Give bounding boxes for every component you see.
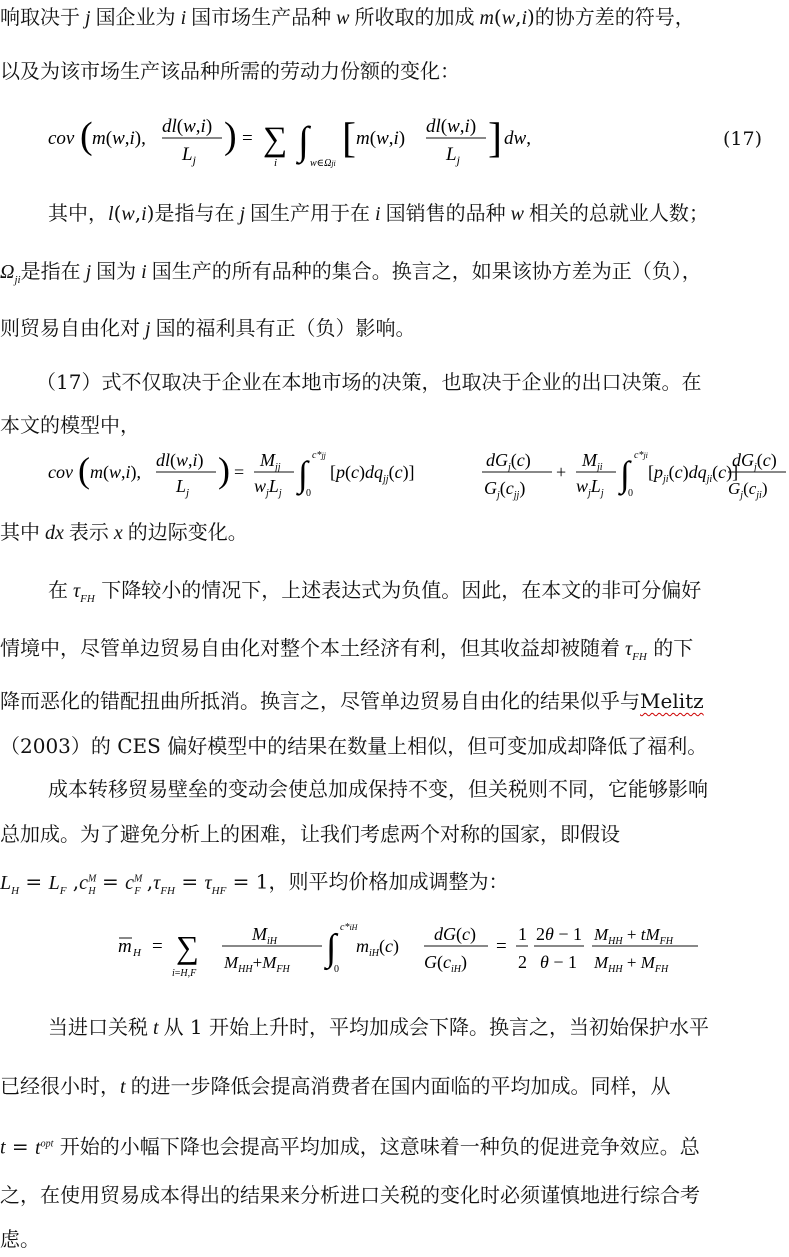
svg-text:=: = <box>242 128 253 149</box>
para1-line1: 响取决于 j 国企业为 i 国市场生产品种 w 所收取的加成 m(w,i)的协方差的符号， <box>0 5 695 29</box>
svg-text:i: i <box>274 157 278 169</box>
svg-text:Mjj: $M_{jj}$ <box>260 450 281 473</box>
svg-text:(: ( <box>78 450 90 490</box>
para7-line1: 当进口关税 t 从 1 开始上升时，平均加成会下降。换言之，当初始保护水平 <box>48 1015 710 1039</box>
svg-text:[pji(c)dqji(c)]: $[p_{ji}(c)dq_{ji}(c)]$ <box>648 462 739 485</box>
svg-text:∫: ∫ <box>298 118 309 163</box>
svg-text:Lj: $L_j$ <box>176 476 190 499</box>
svg-text:dGj(c): $dG_j(c)$ <box>732 450 777 473</box>
equation-average-markup-render <box>118 918 718 982</box>
svg-text:dG(c): dG(c) <box>434 924 476 944</box>
svg-text:cov: cov <box>48 128 75 149</box>
svg-text:Gj(cji): $G_j(c_{ji})$ <box>728 479 768 501</box>
equation-number-17: (17) <box>723 128 763 150</box>
para5-line1: 在 $\tau_{FH}$ 下降较小的情况下，上述表达式为负值。因此，在本文的非可分偏好 <box>48 578 702 605</box>
svg-text:∫: ∫ <box>326 927 337 969</box>
svg-text:∫: ∫ <box>298 454 308 494</box>
para1-line2: 以及为该市场生产该品种所需的劳动力份额的变化： <box>0 59 460 83</box>
svg-text:MiH: $M_{iH}$ <box>252 924 277 947</box>
svg-text:0: 0 <box>306 488 311 499</box>
para6-line3: $L_H = L_F$ $,c^M_H = c^M_F$ $,\tau_{FH} = \tau_{HF} = 1$，则平均价格加成调整为： <box>0 869 509 897</box>
para5-line2: 情境中，尽管单边贸易自由化对整个本土经济有利，但其收益却被随着 $\tau_{FH}$ 的下 <box>0 636 694 663</box>
para5-line4: （2003）的 CES 偏好模型中的结果在数量上相似，但可变加成却降低了福利。 <box>0 734 708 758</box>
svg-text:∑: ∑ <box>176 929 199 965</box>
svg-text:MHH + MFH: $M_{HH} + M_{FH}$ <box>594 953 669 975</box>
svg-text:c*ji: c*ji <box>634 450 648 461</box>
svg-text:): ) <box>224 115 237 157</box>
citation-melitz: Melitz <box>640 689 704 713</box>
svg-text:[: [ <box>342 116 356 162</box>
svg-text:miH(c): $m_{iH}(c)$ <box>356 936 399 959</box>
para4-line1: 其中 dx 表示 x 的边际变化。 <box>0 520 248 544</box>
para6-line1: 成本转移贸易壁垒的变动会使总加成保持不变，但关税则不同，它能够影响 <box>48 777 708 801</box>
svg-text:dl(w,i): dl(w,i) <box>162 116 213 137</box>
svg-text:θ − 1: θ − 1 <box>540 952 577 972</box>
svg-text:dw,: dw, <box>504 128 531 149</box>
svg-text:0: 0 <box>628 488 633 499</box>
svg-text:wjLj: $w_jL_j$ <box>576 476 604 499</box>
svg-text:m(w,i),: m(w,i), <box>90 462 142 482</box>
svg-text:Lj: $L_j$ <box>446 144 460 167</box>
svg-text:0: 0 <box>334 964 339 975</box>
svg-text:): ) <box>218 450 230 490</box>
para3-line1: （17）式不仅取决于企业在本地市场的决策，也取决于企业的出口决策。在 <box>36 370 702 394</box>
svg-text:=: = <box>496 936 507 957</box>
equation-17-render <box>48 110 608 170</box>
svg-text:m(w,i): m(w,i) <box>356 128 406 149</box>
svg-text:dGj(c): $dG_j(c)$ <box>486 450 531 473</box>
para7-line3: $t = t^{opt}$ 开始的小幅下降也会提高平均加成，这意味着一种负的促进竞争效应。总 <box>0 1134 700 1159</box>
svg-text:G(ciH): $G(c_{iH})$ <box>424 952 467 975</box>
para3-line2: 本文的模型中， <box>0 413 140 437</box>
para2-line3: 则贸易自由化对 j 国的福利具有正（负）影响。 <box>0 316 416 340</box>
para6-line2: 总加成。为了避免分析上的困难，让我们考虑两个对称的国家，即假设 <box>0 822 620 846</box>
svg-text:∑: ∑ <box>263 121 288 158</box>
svg-text:+: + <box>556 462 567 482</box>
svg-text:dl(w,i): dl(w,i) <box>426 116 477 137</box>
equation-covariance-expansion <box>48 446 788 511</box>
para5-line3: 降而恶化的错配扭曲所抵消。换言之，尽管单边贸易自由化的结果似乎与Melitz <box>0 689 704 713</box>
svg-text:c*iH: c*iH <box>340 922 358 933</box>
svg-text:2θ − 1: 2θ − 1 <box>536 924 582 944</box>
svg-text:=: = <box>152 936 163 957</box>
svg-text:(: ( <box>80 115 93 157</box>
para2-line2: $\Omega_{ji}$是指在 j 国为 i 国生产的所有品种的集合。换言之，如果该协方差为正（负）， <box>0 259 702 286</box>
svg-text:Lj: $L_j$ <box>182 144 196 167</box>
svg-text:]: ] <box>488 116 502 162</box>
svg-text:1: 1 <box>518 924 527 944</box>
svg-text:w∈Ωji: w∈Ωji <box>310 158 336 169</box>
svg-text:c*jj: c*jj <box>312 450 326 461</box>
para2-line1: 其中，l(w,i)是指与在 j 国生产用于在 i 国销售的品种 w 相关的总就业人数； <box>48 201 709 225</box>
svg-text:Gj(cjj): $G_j(c_{jj})$ <box>484 478 526 501</box>
equation-17 <box>48 110 608 175</box>
svg-text:2: 2 <box>518 952 527 972</box>
svg-text:Mji: $M_{ji}$ <box>582 450 603 473</box>
para7-line5: 虑。 <box>0 1227 40 1251</box>
svg-text:m(w,i),: m(w,i), <box>92 128 146 149</box>
svg-text:cov: cov <box>48 462 73 482</box>
svg-text:∫: ∫ <box>620 454 630 494</box>
svg-text:[p(c)dqjj(c)]: $[p(c)dq_{jj}(c)]$ <box>330 462 415 485</box>
svg-text:MHH + tMFH: $M_{HH} + tM_{FH}$ <box>594 925 673 947</box>
equation-covariance-render <box>48 446 788 506</box>
svg-text:=: = <box>234 462 245 482</box>
svg-text:H: H <box>133 947 141 959</box>
para7-line2: 已经很小时，t 的进一步降低会提高消费者在国内面临的平均加成。同样，从 <box>0 1074 671 1098</box>
svg-text:dl(w,i): dl(w,i) <box>156 450 204 470</box>
svg-text:MHH+MFH: $M_{HH}+M_{FH}$ <box>224 953 290 975</box>
svg-text:wjLj: $w_jL_j$ <box>254 476 282 499</box>
equation-average-markup <box>118 918 718 987</box>
svg-text:i=H,F: i=H,F <box>172 968 197 979</box>
para7-line4: 之，在使用贸易成本得出的结果来分析进口关税的变化时必须谨慎地进行综合考 <box>0 1183 700 1207</box>
svg-text:m: m <box>118 936 132 957</box>
